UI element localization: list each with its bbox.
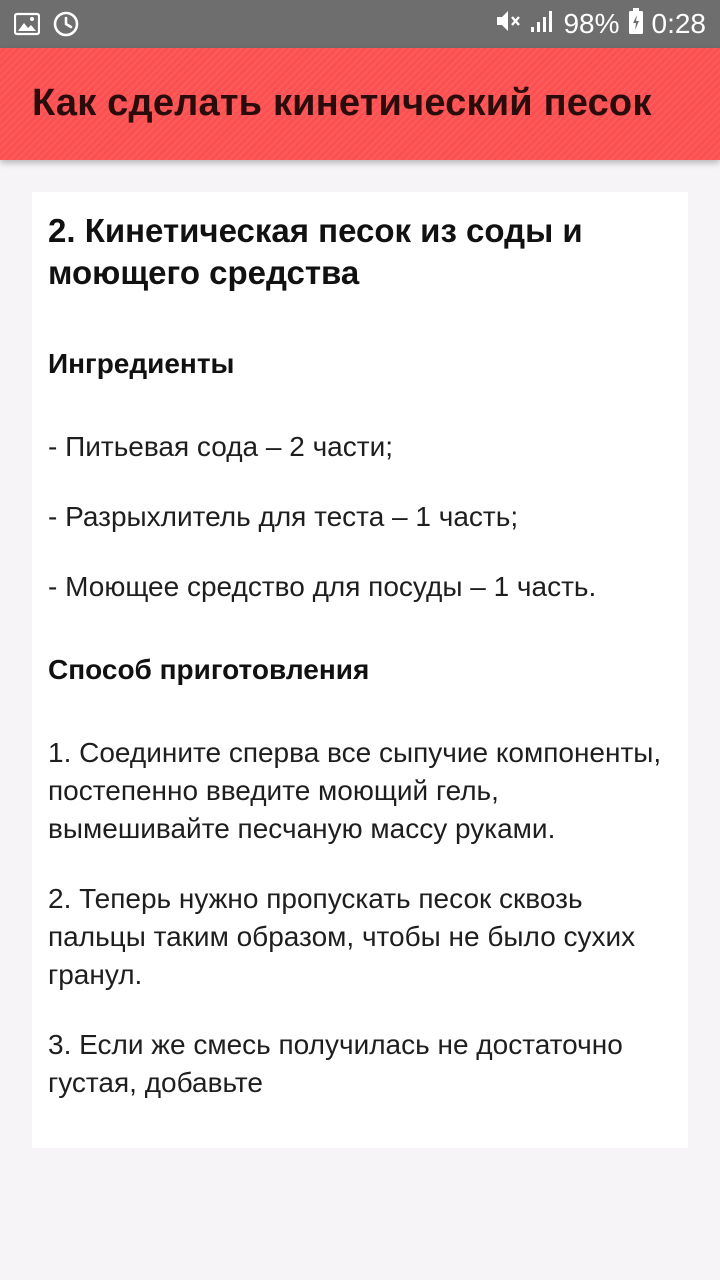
image-icon [14,11,40,42]
mute-icon [493,7,521,42]
method-step: 2. Теперь нужно пропускать песок сквозь пальцы таким образом, чтобы не было сухих гранул. [48,883,636,990]
status-left-icons [14,10,80,43]
method-step: 1. Соедините сперва все сыпучие компоненты, постепенно введите моющий гель, вымешивайте песчаную массу руками. [48,737,662,844]
battery-icon [628,7,644,42]
battery-percent: 98% [563,8,620,39]
app-title: Как сделать кинетический песок [32,82,652,124]
status-bar [0,0,720,48]
ingredient-item: - Моющее средство для посуды – 1 часть. [48,571,597,602]
app-bar [0,48,720,160]
ingredient-item: - Разрыхлитель для теста – 1 часть; [48,501,519,532]
method-step: 3. Если же смесь получилась не достаточно густая, добавьте [48,1029,623,1098]
ingredients-heading: Ингредиенты [48,348,235,379]
sync-icon [52,10,80,43]
status-right-icons [493,0,706,48]
method-heading: Способ приготовления [48,654,370,685]
clock: 0:28 [651,8,706,39]
article-card[interactable] [32,192,688,1148]
ingredient-item: - Питьевая сода – 2 части; [48,431,393,462]
article-content [32,192,688,1102]
signal-icon [529,8,555,41]
article-title: 2. Кинетическая песок из соды и моющего средства [48,212,583,291]
